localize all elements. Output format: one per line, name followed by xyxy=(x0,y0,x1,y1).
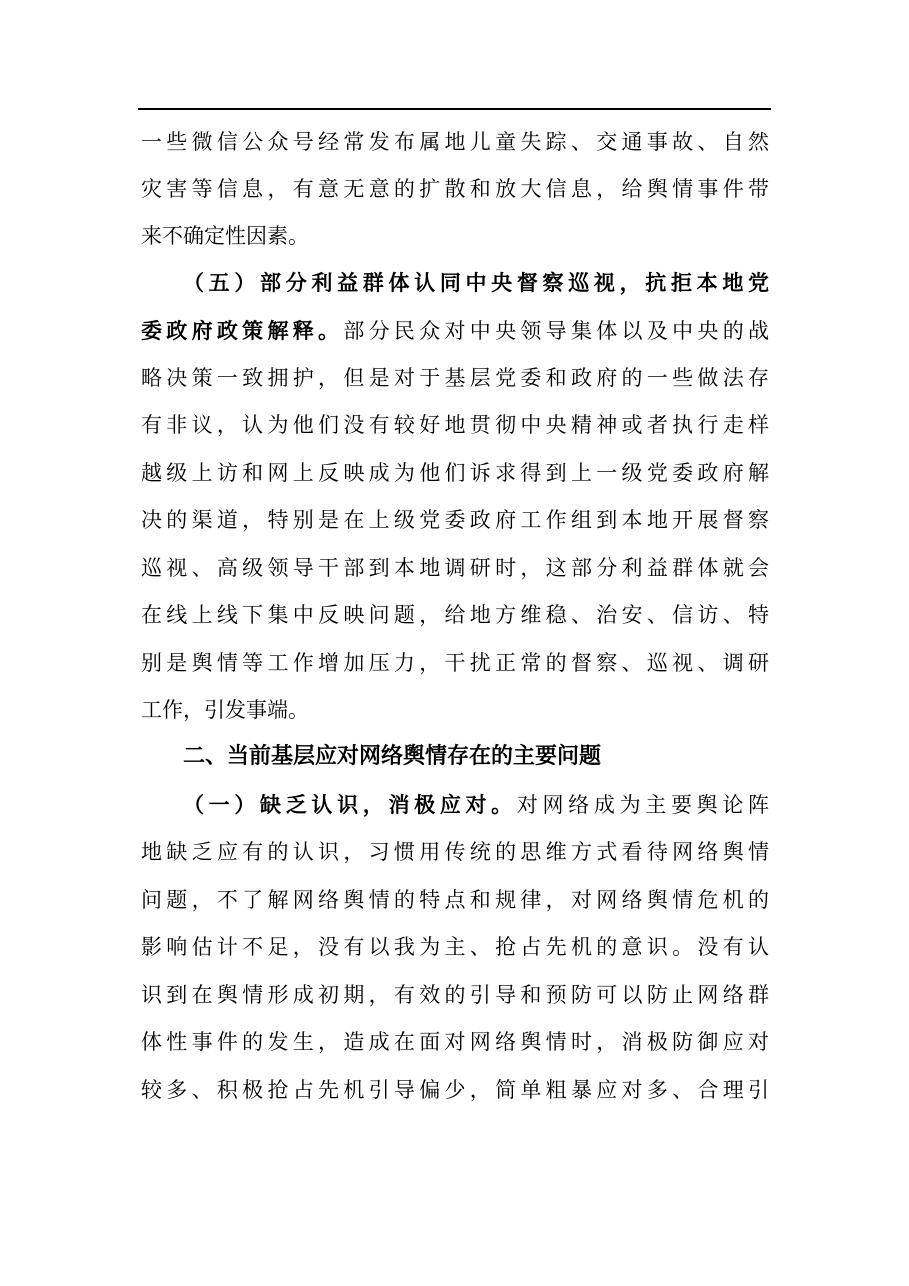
body-line: 一些微信公众号经常发布属地儿童失踪、交通事故、自然 xyxy=(141,130,769,154)
body-line: 较多、积极抢占先机引导偏少，简单粗暴应对多、合理引 xyxy=(141,1078,769,1102)
body-line: 问题，不了解网络舆情的特点和规律，对网络舆情危机的 xyxy=(141,888,769,912)
body-line: 体性事件的发生，造成在面对网络舆情时，消极防御应对 xyxy=(141,1030,769,1054)
body-line: 略决策一致拥护，但是对于基层党委和政府的一些做法存 xyxy=(141,366,769,390)
bold-subheading: （一）缺乏认识，消极应对。 xyxy=(183,793,517,817)
body-text: 部分民众对中央领导集体以及中央的战 xyxy=(343,319,770,343)
body-line xyxy=(141,316,769,346)
body-line: 灾害等信息，有意无意的扩散和放大信息，给舆情事件带 xyxy=(141,177,769,201)
body-line: 越级上访和网上反映成为他们诉求得到上一级党委政府解 xyxy=(141,461,769,485)
body-line: 识到在舆情形成初期，有效的引导和预防可以防止网络群 xyxy=(141,983,769,1007)
body-line: 在线上线下集中反映问题，给地方维稳、治安、信访、特 xyxy=(141,603,769,627)
body-text: 对网络成为主要舆论阵 xyxy=(516,793,770,817)
body-line: 巡视、高级领导干部到本地调研时，这部分利益群体就会 xyxy=(141,556,769,580)
header-rule xyxy=(138,108,771,110)
body-line: 影响估计不足，没有以我为主、抢占先机的意识。没有认 xyxy=(141,935,769,959)
body-line xyxy=(183,790,769,820)
bold-subheading-line: （五）部分利益群体认同中央督察巡视，抗拒本地党 xyxy=(183,271,769,295)
body-line: 地缺乏应有的认识，习惯用传统的思维方式看待网络舆情 xyxy=(141,840,769,864)
body-line: 有非议，认为他们没有较好地贯彻中央精神或者执行走样 xyxy=(141,413,769,437)
body-line: 来不确定性因素。 xyxy=(141,224,309,248)
body-line: 别是舆情等工作增加压力，干扰正常的督察、巡视、调研 xyxy=(141,651,769,675)
bold-subheading-end: 委政府政策解释。 xyxy=(141,319,344,343)
section-heading: 二、当前基层应对网络舆情存在的主要问题 xyxy=(183,744,602,769)
body-line: 工作，引发事端。 xyxy=(141,698,309,722)
body-line: 决的渠道，特别是在上级党委政府工作组到本地开展督察 xyxy=(141,508,769,532)
